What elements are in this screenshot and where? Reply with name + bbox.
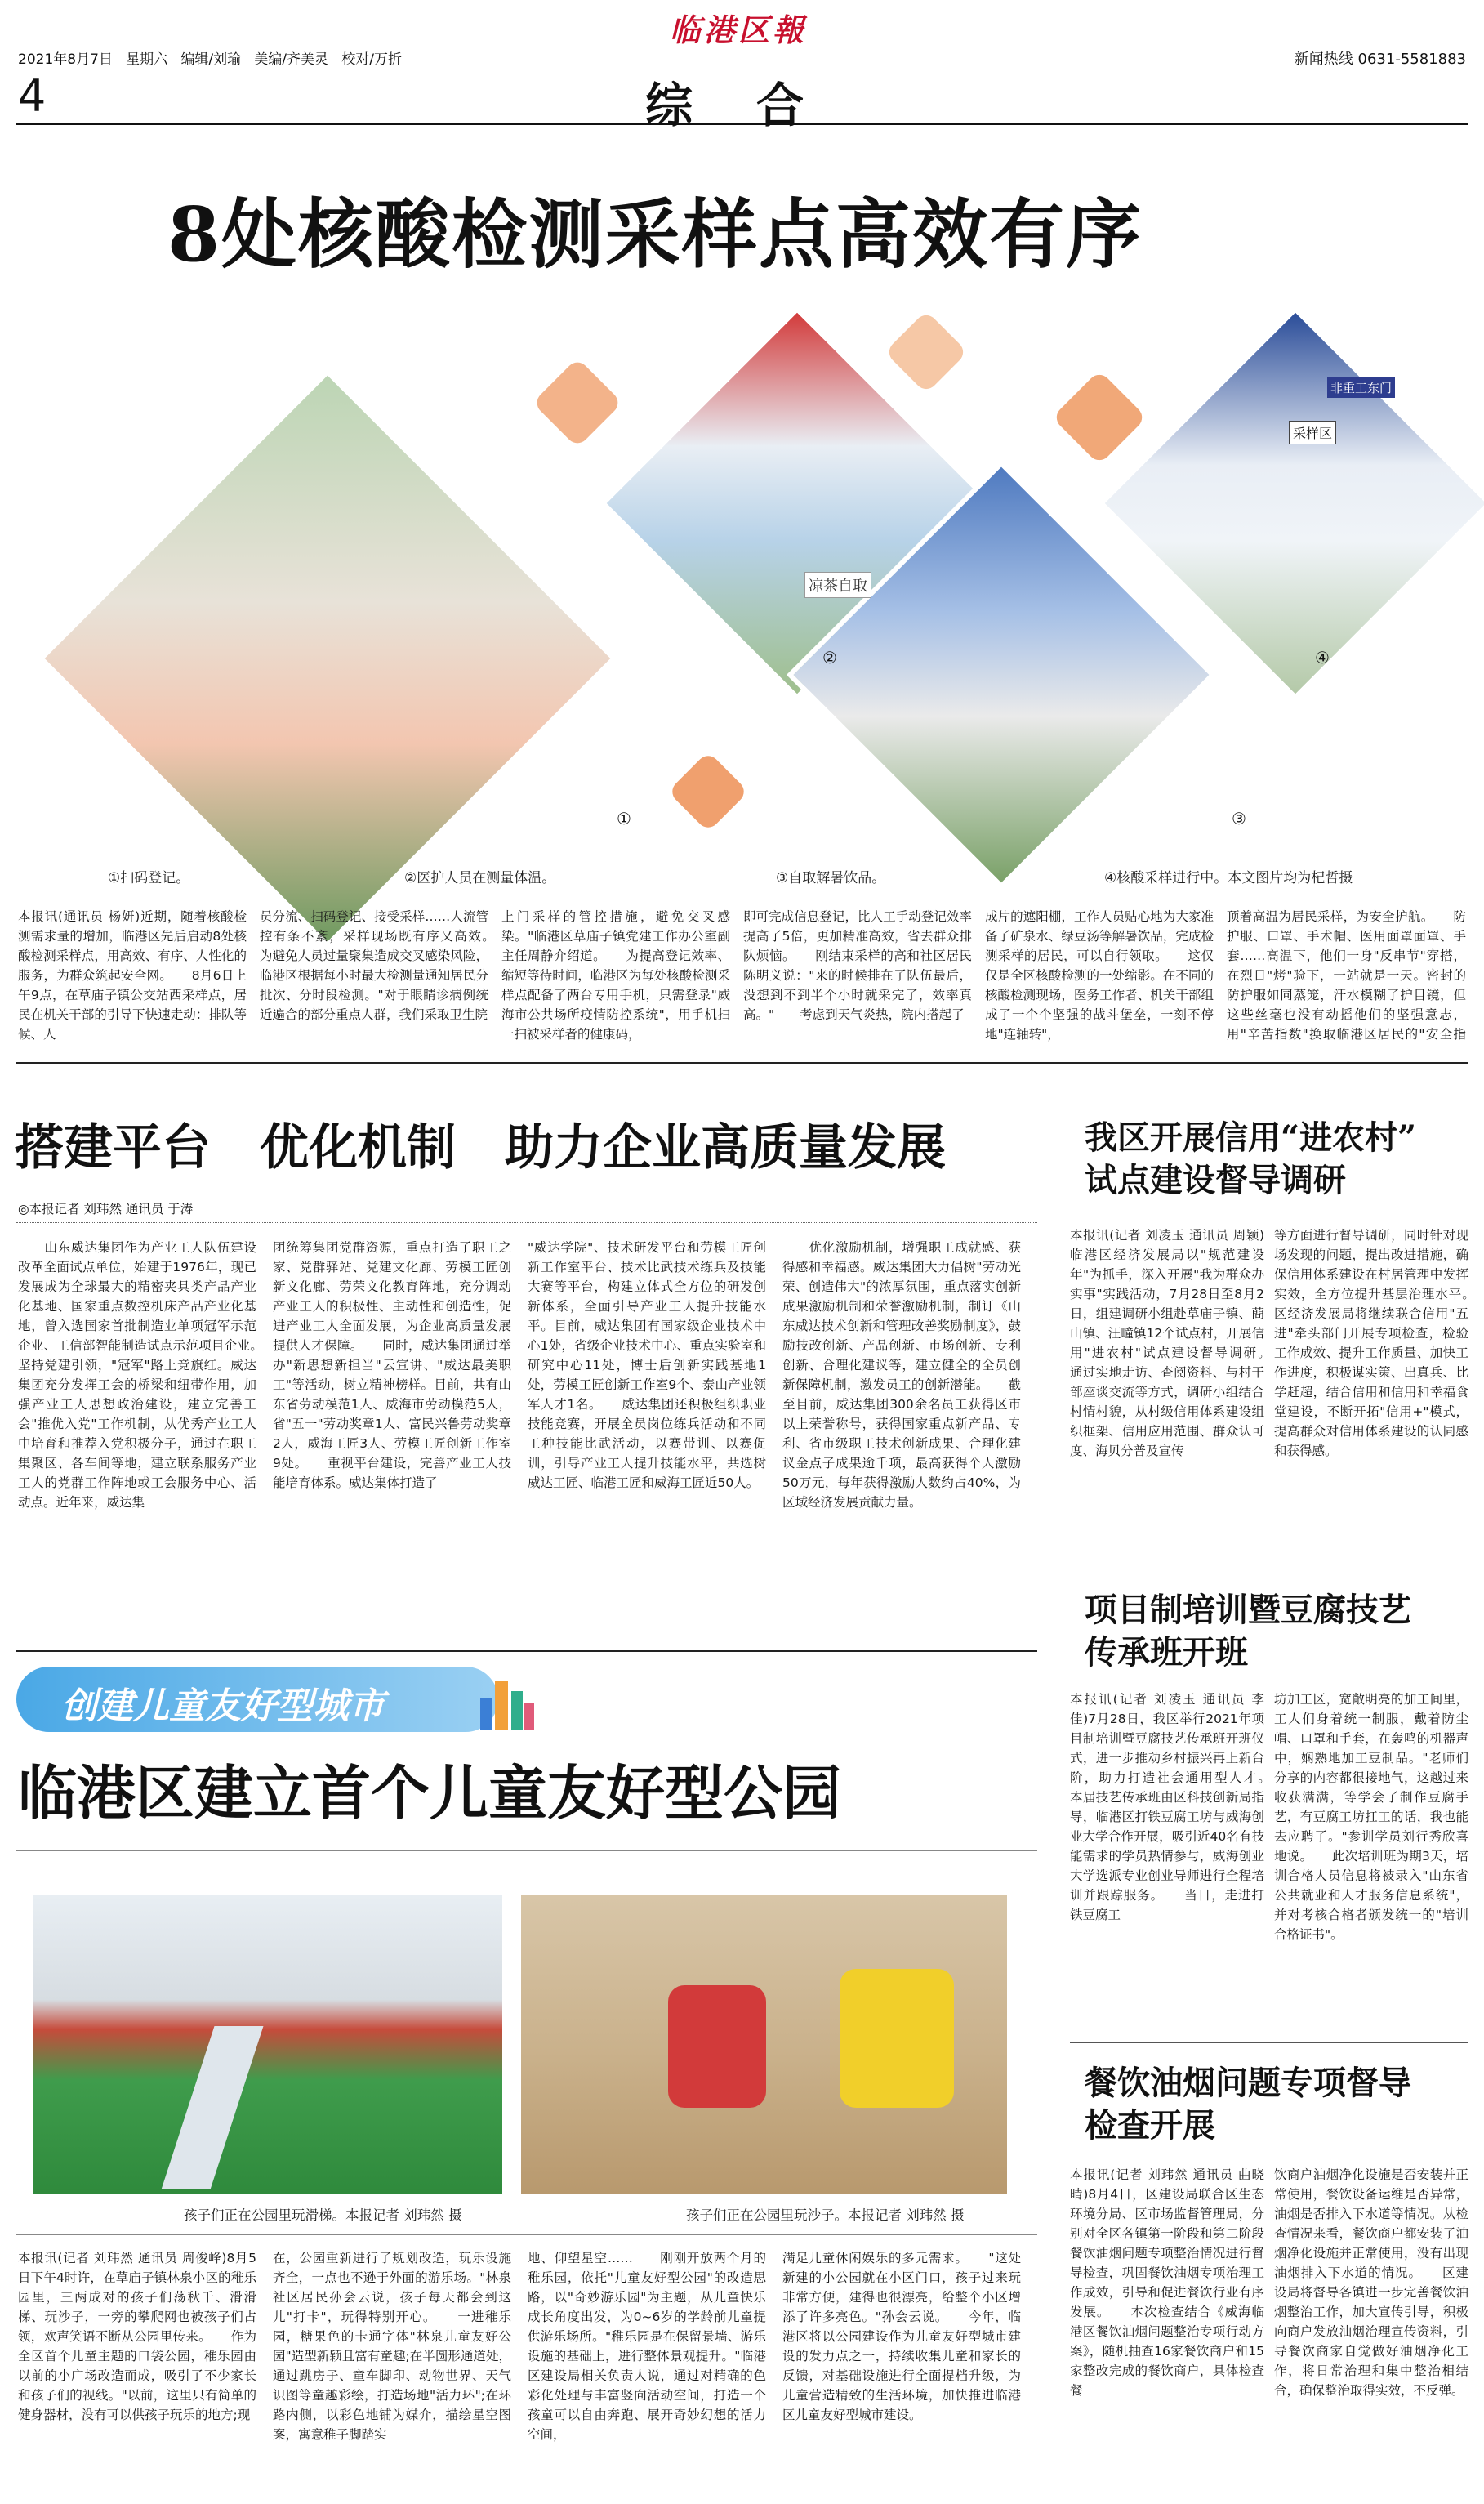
article5-col: 本报讯(记者 刘玮然 通讯员 曲晓晴)8月4日，区建设局联合区生态环境分局、区市场监督管理局，分别对全区各镇第一阶段和第二阶段餐饮油烟问题专项整治情况进行督导检查，巩固餐饮油烟专项治理工作成效，引导和促进餐饮行业有序发展。 本次检查结合《威海临港区餐饮油烟问题整治专项行动方案》，随机抽查16家餐饮商户和15家整改完成的餐饮商户，具体检查餐: [1070, 2167, 1264, 2398]
deco-diamond: [533, 358, 622, 448]
issue-info: [18, 47, 402, 68]
article1-col: 即可完成信息登记，比人工手动登记效率提高了5倍，更加精准高效，省去群众排队烦恼。 刚结束采样的高和社区居民陈明义说："来的时候排在了队伍最后，没想到不到半个小时就采完了，效率真高。" 考虑到天气炎热，院内搭起了: [743, 909, 972, 1022]
issue-editor: 编辑/刘瑜: [180, 51, 242, 68]
article1-title: 8处核酸检测采样点高效有序: [167, 190, 1143, 279]
article1-col: 顶着高温为居民采样，为安全护航。 防护服、口罩、手术帽、医用面罩面罩、手套……高温下，他们一身"反串节"穿搭，在烈日"烤"验下，一站就是一天。密封的防护服如同蒸笼，汗水模糊了护目镜，但这些丝毫也没有动摇他们的坚强意志，用"辛苦指数"换取临港区居民的"安全指: [1227, 909, 1466, 1042]
banner-text: 创建儿童友好型城市: [61, 1685, 385, 1727]
article6-col: 地、仰望星空…… 刚刚开放两个月的稚乐园，依托"儿童友好型公园"的改造思路，以"奇妙游乐园"为主题，从儿童快乐成长角度出发，为0~6岁的学龄前儿童提供游乐场所。"稚乐园是在保留景墙、游乐设施的基础上，进行整体景观提升。"临港区建设局相关负责人说，通过对精确的色彩化处理与丰富竖向活动空间，打造一个孩童可以自由奔跑、展开奇妙幻想的活力空间，: [528, 2251, 766, 2442]
article2-col: 优化激励机制，增强职工成就感、获得感和幸福感。威达集团大力倡树"劳动光荣、创造伟大"的浓厚氛围，重点落实创新成果激励机制和荣誉激励机制，制订《山东威达技术创新和管理改善奖励制度》，鼓励技改创新、产品创新、市场创新、专利创新、合理化建议等，建立健全的全员创新保障机制，激发员工的创新潜能。 截至目前，威达集团300余名员工获得区市以上荣誉称号，获得国家重点新产品、专利、省市级职工技术创新成果、合理化建议金点子成果逾千项，最高获得个人激励50万元，每年获得激励人数约占40%，为区域经济发展贡献力量。: [782, 1240, 1021, 1510]
article3-title-line1: 我区开展信用“进农村”: [1085, 1118, 1417, 1157]
page-number: 4: [18, 70, 47, 122]
photo-caption: ②医护人员在测量体温。: [404, 870, 556, 886]
news-hotline: 新闻热线 0631-5581883: [1294, 51, 1466, 68]
photo-sign: 采样区: [1289, 421, 1336, 444]
article4-col: 坊加工区，宽敞明亮的加工间里，工人们身着统一制服，戴着防尘帽、口罩和手套，在轰鸣的机器声中，娴熟地加工豆制品。"老师们分享的内容都很接地气，这越过来收获满满，等学会了制作豆腐手艺，有豆腐工坊扛工的话，我也能去应聘了。"参训学员刘行秀欣喜地说。 此次培训班为期3天，培训合格人员信息将被录入"山东省公共就业和人才服务信息系统"，并对考核合格者颁发统一的"培训合格证书"。: [1274, 1692, 1468, 1942]
photo-sign: 非重工东门: [1327, 377, 1395, 398]
deco-diamond: [885, 310, 968, 394]
caption-rule: [16, 2234, 1037, 2235]
article2-col: 团统筹集团党群资源，重点打造了职工之家、党群驿站、党建文化廊、劳模工匠创新文化廊、劳荣文化教育阵地，充分调动产业工人的积极性、主动性和创造性，促进产业工人全面发展，为企业高质量发展提供人才保障。 同时，威达集团通过举办"新思想新担当"云宣讲、"威达最美职工"等活动，树立精神榜样。目前，共有山东省劳动模范1人、威海市劳动模范5人，省"五一"劳动奖章1人、富民兴鲁劳动奖章2人，威海工匠3人、劳模工匠创新工作室9处。 重视平台建设，完善产业工人技能培育体系。威达集体打造了: [273, 1240, 511, 1490]
city-building-icon: [474, 1673, 539, 1730]
article4-title-line2: 传承班开班: [1085, 1633, 1248, 1672]
photo-caption: ④核酸采样进行中。本文图片均为杞哲摄: [1104, 870, 1353, 886]
masthead-rule: [16, 123, 1468, 125]
banner: [16, 1667, 498, 1732]
article2-title: 搭建平台 优化机制 助力企业高质量发展: [15, 1119, 946, 1176]
photo-label: ②: [822, 648, 837, 667]
photo-label: ③: [1232, 809, 1246, 828]
section-rule: [16, 1650, 1037, 1652]
photo-sign: 凉茶自取: [804, 572, 871, 598]
article3-col: 等方面进行督导调研，同时针对现场发现的问题，提出改进措施，确保信用体系建设在村居管理中发挥实效，全方位提升基层治理水平。 区经济发展局将继续联合信用"五进"牵头部门开展专项检查，检验工作成效、提升工作质量、加快工作进度，积极谋实策、出真兵、比学赶超，结合信用和信用和幸福食堂建设，不断开拓"信用+"模式，提高群众对信用体系建设的认同感和获得感。: [1274, 1228, 1468, 1458]
photo-label: ④: [1315, 648, 1330, 667]
article5-title-line2: 检查开展: [1085, 2106, 1215, 2145]
article1-col: 本报讯(通讯员 杨妍)近期，随着核酸检测需求量的增加，临港区先后启动8处核酸检测采样点，用高效、有序、人性化的服务，为群众筑起安全网。 8月6日上午9点，在草庙子镇公交站西采样点，居民在机关干部的引导下快速走动：排队等候、人: [18, 909, 247, 1042]
issue-date: 2021年8月7日: [18, 51, 113, 68]
article1-col: 成片的遮阳棚，工作人员贴心地为大家准备了矿泉水、绿豆汤等解暑饮品，完成检测采样的居民，可以自行领取。 这仅仅是全区核酸检测的一处缩影。在不同的核酸检测现场，医务工作者、机关干部组成了一个个坚强的战斗堡垒，一刻不停地"连轴转"，: [985, 909, 1214, 1042]
article6-title: 临港区建立首个儿童友好型公园: [18, 1758, 842, 1828]
deco-diamond: [668, 752, 749, 832]
photo-label: ①: [617, 809, 631, 828]
article5-title-line1: 餐饮油烟问题专项督导: [1085, 2064, 1411, 2102]
deco-diamond: [1052, 370, 1147, 465]
masthead: [0, 0, 1484, 133]
photo-caption: 孩子们正在公园里玩滑梯。本报记者 刘玮然 摄: [184, 2207, 462, 2223]
section-name: 综 合: [645, 78, 813, 133]
article4-title-line1: 项目制培训暨豆腐技艺: [1085, 1591, 1411, 1629]
article2-byline: ◎本报记者 刘玮然 通讯员 于涛: [18, 1202, 194, 1216]
byline-rule: [16, 1222, 1037, 1223]
article3-col: 本报讯(记者 刘凌玉 通讯员 周颖)临港区经济发展局以"规范建设年"为抓手，深入开展"我为群众办实事"实践活动，7月28日至8月2日，组建调研小组赴草庙子镇、蔄山镇、汪疃镇12个试点村，开展信用"进农村"试点建设督导调研。 通过实地走访、查阅资料、与村干部座谈交流等方式，调研小组结合村情村貌，从村级信用体系建设组织框架、信用应用范围、群众认可度、海贝分普及宣传: [1070, 1228, 1264, 1458]
article2-col: 山东威达集团作为产业工人队伍建设改革全面试点单位，始建于1976年，现已发展成为全球最大的精密夹具类产品产业化基地、国家重点数控机床产品产业化基地，曾入选国家首批制造业单项冠军示范企业、工信部智能制造试点示范项目企业。 坚持党建引领，"冠军"路上竞旗红。威达集团充分发挥工会的桥梁和纽带作用，加强产业工人思想政治建设，建立完善工会"推优入党"工作机制，从优秀产业工人中培育和推荐入党积极分子，通过在职工集聚区、各车间等地，建立联系服务产业工人的党群工作阵地或工会服务中心、活动点。近年来，威达集: [18, 1240, 256, 1510]
section-rule: [16, 1062, 1468, 1064]
article3-title-line2: 试点建设督导调研: [1085, 1161, 1346, 1199]
photo-scan-registration: [38, 368, 617, 948]
issue-proof: 校对/万折: [341, 51, 402, 68]
article6-col: 在，公园重新进行了规划改造，玩乐设施齐全，一点也不逊于外面的游乐场。"林泉社区居民孙会云说，孩子每天都会到这儿"打卡"，玩得特别开心。 一进稚乐园，糖果色的卡通字体"林泉儿童友好公园"造型新颖且富有童趣;在半圆形通道处，通过跳房子、童车脚印、动物世界、天气识图等童趣彩绘，打造场地"活力环";在环路内侧，以彩色地铺为媒介，描绘星空图案，寓意稚子脚踏实: [273, 2251, 511, 2442]
article4-col: 本报讯(记者 刘凌玉 通讯员 李佳)7月28日，我区举行2021年项目制培训暨豆腐技艺传承班开班仪式，进一步推动乡村振兴再上新台阶，助力打造社会通用型人才。 本届技艺传承班由区科技创新局指导，临港区打铁豆腐工坊与威海创业大学合作开展，吸引近40名有技能需求的学员热情参与，威海创业大学选派专业创业导师进行全程培训并跟踪服务。 当日，走进打铁豆腐工: [1070, 1692, 1264, 1922]
article6-col: 满足儿童休闲娱乐的多元需求。 "这处新建的小公园就在小区门口，孩子过来玩非常方便，建得也很漂亮，给整个小区增添了许多亮色。"孙会云说。 今年，临港区将以公园建设作为儿童友好型城市建设的发力点之一，持续收集儿童和家长的反馈，对基础设施进行全面提档升级，为儿童营造精致的生活环境，加快推进临港区儿童友好型城市建设。: [782, 2251, 1021, 2422]
photo-park-slide: [33, 1895, 502, 2194]
article5-col: 饮商户油烟净化设施是否安装并正常使用，餐饮设备运维是否异常，油烟是否排入下水道等情况。从检查情况来看，餐饮商户都安装了油烟净化设施并正常使用，没有出现油烟排入下水道的情况。 区建设局将督导各镇进一步完善餐饮油烟整治工作，加大宣传引导，积极向商户发放油烟治理宣传资料，引导餐饮商家自觉做好油烟净化工作，将日常治理和集中整治相结合，确保整治取得实效，不反弹。: [1274, 2167, 1468, 2398]
photo-park-sandbox: [521, 1895, 1007, 2194]
article1-col: 员分流、扫码登记、接受采样……人流管控有条不紊，采样现场既有序又高效。 为避免人员过量聚集造成交叉感染风险，临港区根据每小时最大检测量通知居民分批次、分时段检测。"对于眼睛诊病例统近遍合的部分重点人群，我们采取卫生院: [260, 909, 488, 1022]
section-rule: [1070, 2042, 1468, 2043]
issue-weekday: 星期六: [126, 51, 168, 68]
article6-col: 本报讯(记者 刘玮然 通讯员 周俊峰)8月5日下午4时许，在草庙子镇林泉小区的稚乐园里，三两成对的孩子们荡秋千、滑滑梯、玩沙子，一旁的攀爬网也被孩子们占领，欢声笑语不断从公园里传来。 作为全区首个儿童主题的口袋公园，稚乐园由以前的小广场改造而成，吸引了不少家长和孩子们的视线。"以前，这里只有简单的健身器材，没有可以供孩子玩乐的地方;现: [18, 2251, 256, 2422]
title-rule: [16, 1850, 1037, 1851]
photo-caption: 孩子们正在公园里玩沙子。本报记者 刘玮然 摄: [686, 2207, 965, 2223]
article2-col: "威达学院"、技术研发平台和劳模工匠创新工作室平台、技术比武技术练兵及技能大赛等平台，构建立体式全方位的研发创新体系，全面引导产业工人提升技能水平。目前，威达集团有国家级企业技术中心1处，省级企业技术中心、重点实验室和研究中心11处，博士后创新实践基地1处，劳模工匠创新工作室9个、泰山产业领军人才1名。 威达集团还积极组织职业技能竞赛，开展全员岗位练兵活动和不同工种技能比武活动，以赛带训、以赛促训，引导产业工人提升技能水平，共选树威达工匠、临港工匠和威海工匠近50人。: [528, 1240, 766, 1490]
photo-caption: ③自取解暑饮品。: [776, 870, 886, 886]
issue-art: 美编/齐美灵: [254, 51, 329, 68]
photo-caption: ①扫码登记。: [108, 870, 190, 886]
paper-name: 临港区報: [670, 11, 808, 48]
article1-col: 上门采样的管控措施，避免交叉感染。"临港区草庙子镇党建工作办公室副主任周静介绍道。 为提高登记效率、缩短等待时间，临港区为每处核酸检测采样点配备了两台专用手机，只需登录"威海市公共场所疫情防控系统"，用手机扫一扫被采样者的健康码，: [501, 909, 730, 1042]
